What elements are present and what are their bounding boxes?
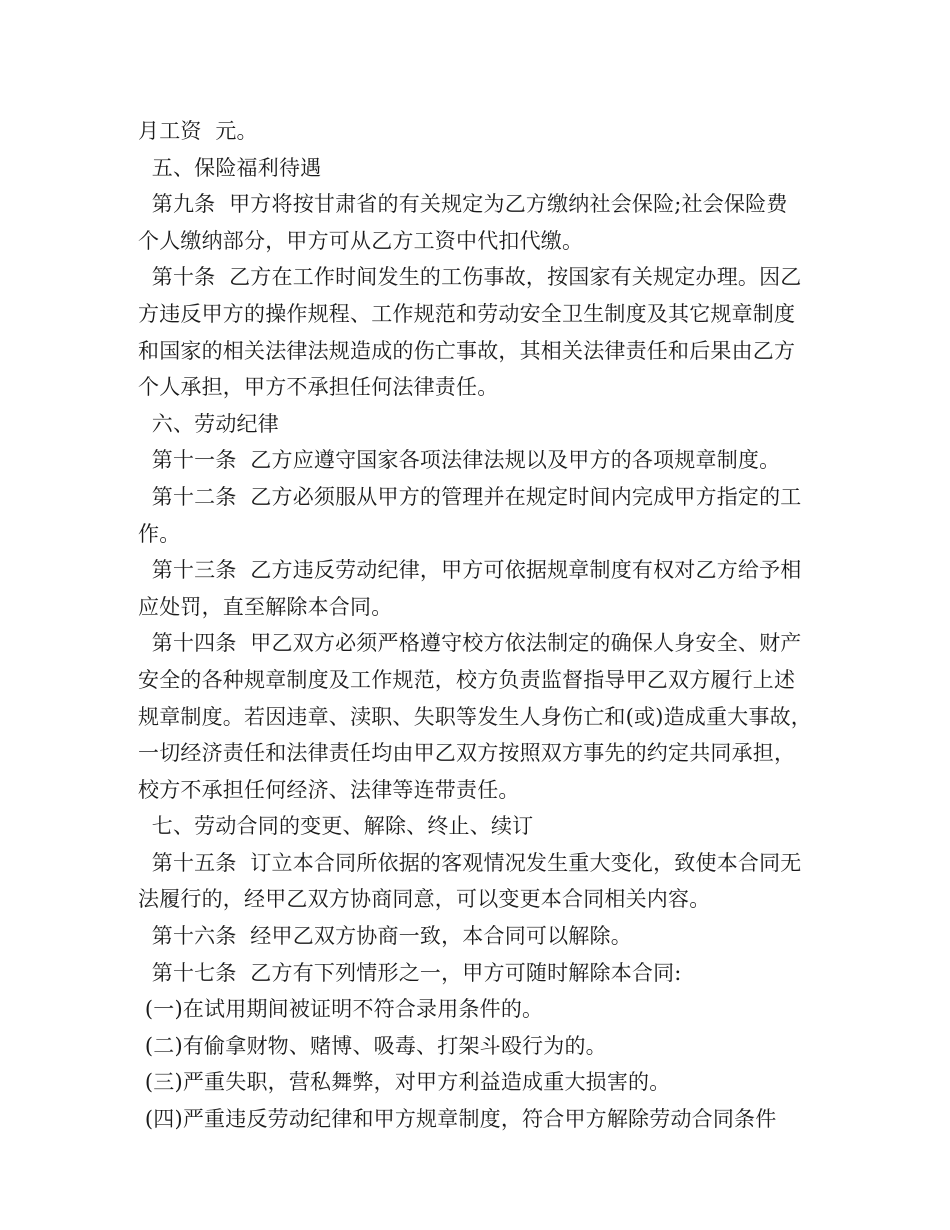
text-line: 第九条 甲方将按甘肃省的有关规定为乙方缴纳社会保险;社会保险费	[138, 192, 788, 217]
text-line: (一)在试用期间被证明不符合录用条件的。	[138, 997, 544, 1022]
text-line: 第十六条 经甲乙双方协商一致，本合同可以解除。	[138, 924, 632, 949]
text-line: 规章制度。若因违章、渎职、失职等发生人身伤亡和(或)造成重大事故，	[138, 704, 812, 729]
text-line: 和国家的相关法律法规造成的伤亡事故，其相关法律责任和后果由乙方	[138, 338, 796, 363]
text-line: 方违反甲方的操作规程、工作规范和劳动安全卫生制度及其它规章制度	[138, 301, 796, 326]
text-line: 第十条 乙方在工作时间发生的工伤事故，按国家有关规定办理。因乙	[138, 265, 802, 290]
text-line: 安全的各种规章制度及工作规范，校方负责监督指导甲乙双方履行上述	[138, 667, 796, 692]
text-line: 第十四条 甲乙双方必须严格遵守校方依法制定的确保人身安全、财产	[138, 631, 802, 656]
text-line: 第十五条 订立本合同所依据的客观情况发生重大变化，致使本合同无	[138, 850, 802, 875]
text-line: 第十二条 乙方必须服从甲方的管理并在规定时间内完成甲方指定的工	[138, 484, 802, 509]
text-line: 应处罚，直至解除本合同。	[138, 594, 393, 619]
text-line: 六、劳动纪律	[138, 411, 279, 436]
text-line: 月工资 元。	[138, 119, 258, 143]
text-line: 第十三条 乙方违反劳动纪律，甲方可依据规章制度有权对乙方给予相	[138, 558, 802, 583]
text-line: 校方不承担任何经济、法律等连带责任。	[138, 777, 520, 802]
text-line: 个人承担，甲方不承担任何法律责任。	[138, 375, 499, 400]
document-body	[138, 113, 838, 1138]
text-line: 法履行的，经甲乙双方协商同意，可以变更本合同相关内容。	[138, 887, 711, 912]
text-line: 第十七条 乙方有下列情形之一，甲方可随时解除本合同:	[138, 960, 682, 985]
text-line: 作。	[138, 521, 181, 546]
text-line: 个人缴纳部分，甲方可从乙方工资中代扣代缴。	[138, 228, 584, 253]
text-line: 七、劳动合同的变更、解除、终止、续订	[138, 814, 534, 839]
text-line: (三)严重失职，营私舞弊，对甲方利益造成重大损害的。	[138, 1070, 671, 1095]
text-line: 一切经济责任和法律责任均由甲乙双方按照双方事先的约定共同承担，	[138, 741, 796, 766]
text-line: 第十一条 乙方应遵守国家各项法律法规以及甲方的各项规章制度。	[138, 448, 781, 473]
text-line: (四)严重违反劳动纪律和甲方规章制度，符合甲方解除劳动合同条件	[138, 1107, 777, 1132]
text-line: (二)有偷拿财物、赌博、吸毒、打架斗殴行为的。	[138, 1033, 607, 1058]
text-line: 五、保险福利待遇	[138, 155, 322, 180]
